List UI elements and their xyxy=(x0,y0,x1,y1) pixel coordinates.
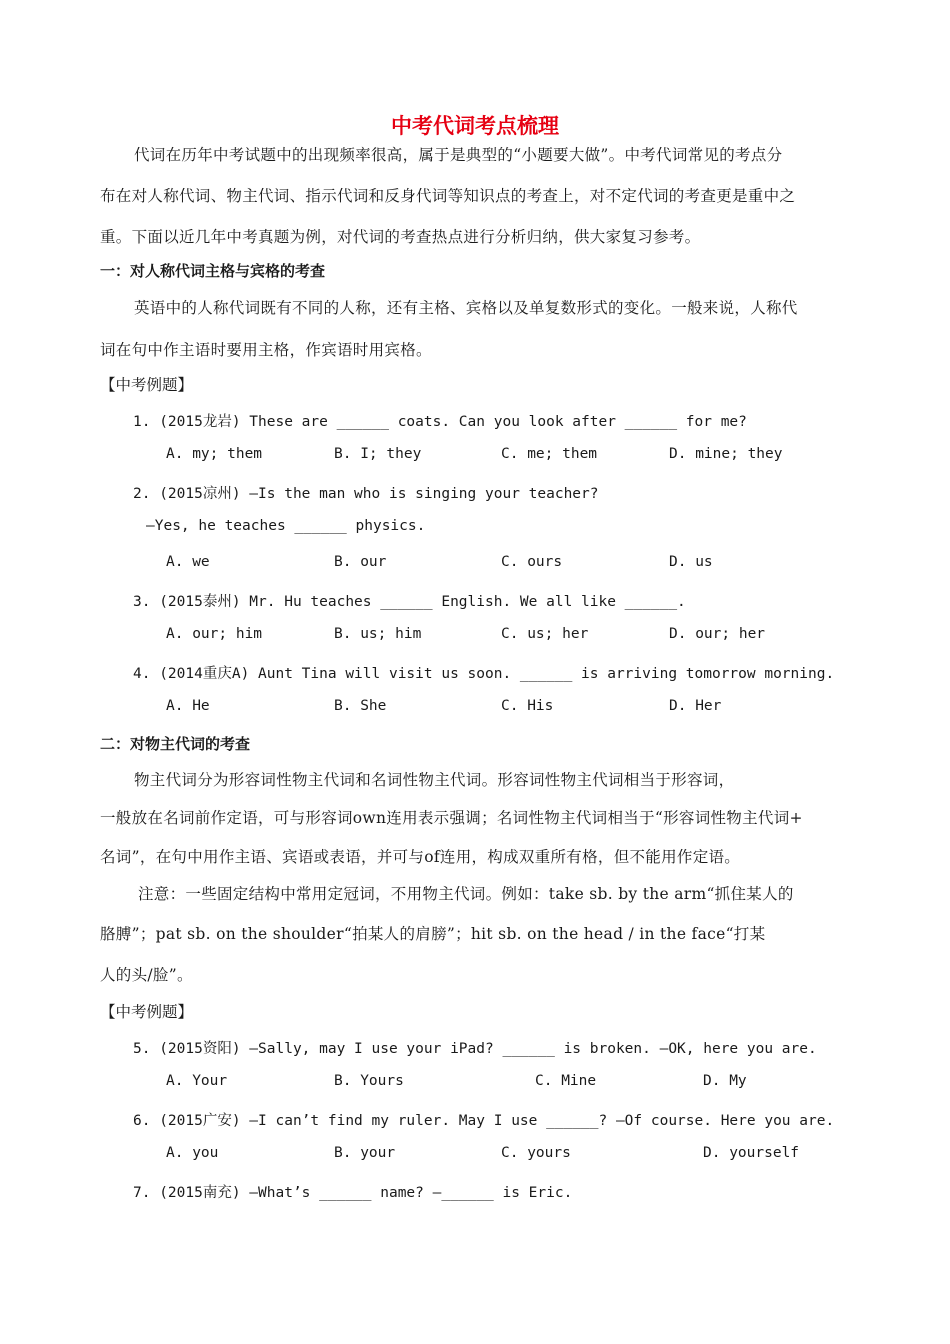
option-a: A. Your xyxy=(166,1073,228,1089)
option-c: C. His xyxy=(501,698,554,714)
option-a: A. my; them xyxy=(166,446,263,462)
question-stem: 2. (2015凉州) —Is the man who is singing your teacher? xyxy=(133,486,599,502)
question-stem: 6. (2015广安) —I can’t find my ruler. May I use ______? —Of course. Here you are. xyxy=(133,1113,835,1129)
example-tag: 【中考例题】 xyxy=(100,376,194,394)
question-stem: 7. (2015南充) —What’s ______ name? —______ is Eric. xyxy=(133,1185,573,1201)
option-b: B. She xyxy=(334,698,387,714)
option-a: A. you xyxy=(166,1145,219,1161)
option-b: B. us; him xyxy=(334,626,422,642)
question-stem: 4. (2014重庆A) Aunt Tina will visit us soon. ______ is arriving tomorrow morning. xyxy=(133,666,835,682)
question-stem: 3. (2015泰州) Mr. Hu teaches ______ English. We all like ______. xyxy=(133,594,686,610)
intro-line-1: 代词在历年中考试题中的出现频率很高，属于是典型的“小题要大做”。中考代词常见的考点分 xyxy=(134,146,783,164)
option-b: B. our xyxy=(334,554,387,570)
option-d: D. our; her xyxy=(669,626,766,642)
note-line-3: 人的头/脸”。 xyxy=(100,966,193,984)
option-a: A. He xyxy=(166,698,210,714)
option-a: A. our; him xyxy=(166,626,263,642)
question-stem: 1. (2015龙岩) These are ______ coats. Can you look after ______ for me? xyxy=(133,414,747,430)
section2-heading: 二：对物主代词的考查 xyxy=(100,735,251,753)
option-b: B. Yours xyxy=(334,1073,404,1089)
note-line-2: 胳膊”；pat sb. on the shoulder“拍某人的肩膀”；hit sb. on the head / in the face“打某 xyxy=(100,925,766,943)
option-d: D. yourself xyxy=(703,1145,800,1161)
question-stem-response: —Yes, he teaches ______ physics. xyxy=(146,518,426,534)
option-c: C. us; her xyxy=(501,626,589,642)
option-d: D. mine; they xyxy=(669,446,783,462)
section2-body-line-3: 名词”，在句中用作主语、宾语或表语，并可与of连用，构成双重所有格，但不能用作定语。 xyxy=(100,848,741,866)
section2-body-line-1: 物主代词分为形容词性物主代词和名词性物主代词。形容词性物主代词相当于形容词， xyxy=(134,771,735,789)
option-c: C. ours xyxy=(501,554,563,570)
section2-body-line-2: 一般放在名词前作定语，可与形容词own连用表示强调；名词性物主代词相当于“形容词性物主代词+ xyxy=(100,809,803,827)
question-stem: 5. (2015资阳) —Sally, may I use your iPad? ______ is broken. —OK, here you are. xyxy=(133,1041,817,1057)
example-tag: 【中考例题】 xyxy=(100,1003,194,1021)
option-a: A. we xyxy=(166,554,210,570)
option-c: C. me; them xyxy=(501,446,598,462)
option-b: B. your xyxy=(334,1145,396,1161)
option-b: B. I; they xyxy=(334,446,422,462)
option-d: D. us xyxy=(669,554,713,570)
intro-line-2: 布在对人称代词、物主代词、指示代词和反身代词等知识点的考查上，对不定代词的考查更是重中之 xyxy=(100,187,796,205)
option-d: D. Her xyxy=(669,698,722,714)
page-title: 中考代词考点梳理 xyxy=(391,114,559,138)
section1-body-line-1: 英语中的人称代词既有不同的人称，还有主格、宾格以及单复数形式的变化。一般来说，人称代 xyxy=(134,299,798,317)
intro-line-3: 重。下面以近几年中考真题为例，对代词的考查热点进行分析归纳，供大家复习参考。 xyxy=(100,228,701,246)
section1-body-line-2: 词在句中作主语时要用主格，作宾语时用宾格。 xyxy=(100,341,432,359)
option-c: C. yours xyxy=(501,1145,571,1161)
note-line-1: 注意：一些固定结构中常用定冠词，不用物主代词。例如：take sb. by the arm“抓住某人的 xyxy=(138,885,794,903)
option-d: D. My xyxy=(703,1073,747,1089)
section1-heading: 一：对人称代词主格与宾格的考查 xyxy=(100,262,326,280)
option-c: C. Mine xyxy=(535,1073,597,1089)
